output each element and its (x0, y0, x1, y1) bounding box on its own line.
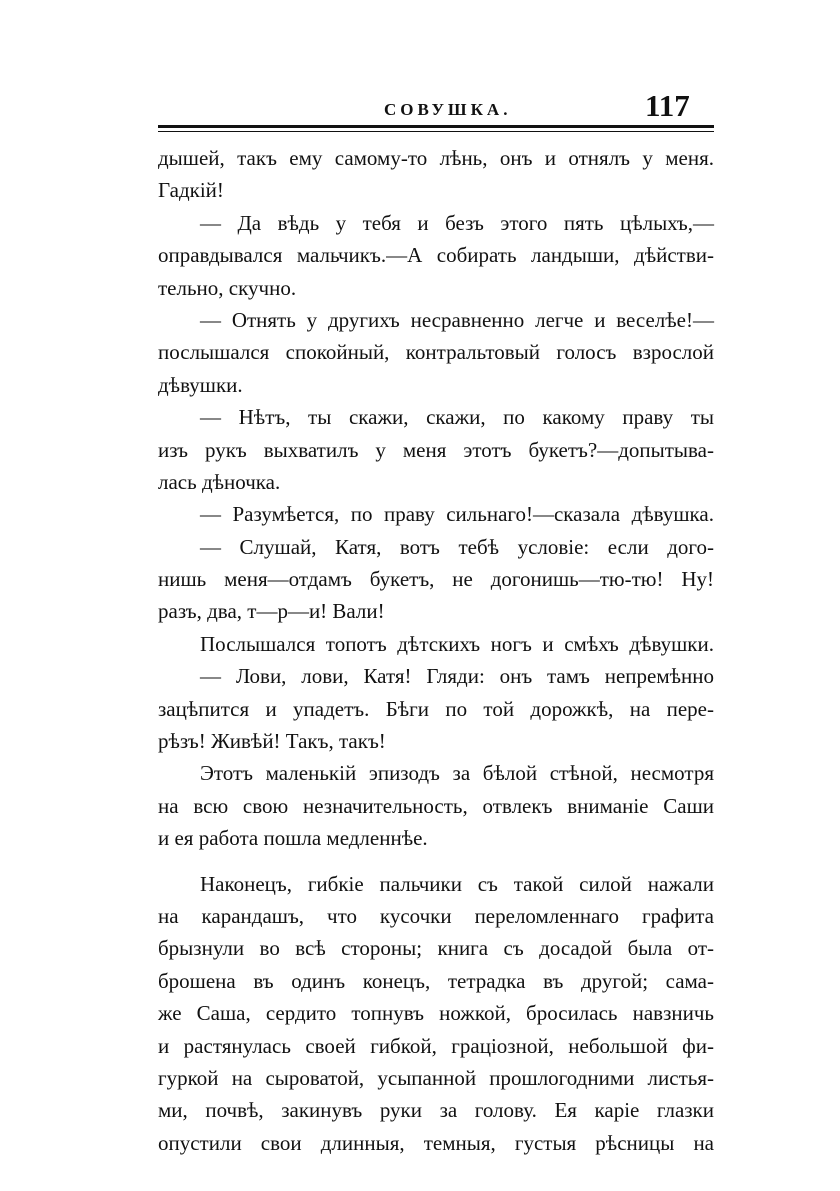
paragraph (158, 401, 714, 498)
text-line: — Отнять у другихъ несравненно легче и веселѣе!— (200, 307, 714, 332)
text-line: брызнули во всѣ стороны; книга съ досадой была от- (158, 936, 714, 961)
text-line: же Саша, сердито топнувъ ножкой, бросилась навзничь (158, 1001, 714, 1026)
paragraph (158, 660, 714, 757)
text-line: Этотъ маленькій эпизодъ за бѣлой стѣной, несмотря (200, 761, 714, 786)
text-line: зацѣпится и упадетъ. Бѣги по той дорожкѣ, на пере- (158, 696, 714, 721)
text-line: дышей, такъ ему самому-то лѣнь, онъ и отнялъ у меня. (158, 146, 714, 170)
text-line: послышался спокойный, контральтовый голосъ взрослой (158, 340, 714, 365)
paragraph (158, 757, 714, 854)
text-line: изъ рукъ выхватилъ у меня этотъ букетъ?—допытыва- (158, 437, 714, 462)
running-title: СОВУШКА. (384, 100, 512, 119)
text-line: на карандашъ, что кусочки переломленнаго графита (158, 903, 714, 928)
paragraph (158, 868, 714, 1160)
text-line: и ея работа пошла медленнѣе. (158, 826, 428, 851)
text-line: рѣзъ! Живѣй! Такъ, такъ! (158, 729, 386, 754)
text-line: нишь меня—отдамъ букетъ, не догонишь—тю-тю! Ну! (158, 567, 714, 592)
header-rule-thin (158, 131, 714, 132)
text-line: Послышался топотъ дѣтскихъ ногъ и смѣхъ дѣвушки. (200, 631, 714, 656)
paragraph (158, 142, 714, 207)
text-line: опустили свои длинныя, темныя, густыя рѣсницы на (158, 1130, 714, 1155)
text-line: Наконецъ, гибкіе пальчики съ такой силой нажали (200, 871, 714, 896)
paragraph (158, 531, 714, 628)
text-line: гуркой на сыроватой, усыпанной прошлогодними листья- (158, 1065, 714, 1090)
text-line: — Нѣтъ, ты скажи, скажи, по какому праву ты (200, 405, 714, 430)
body-text (158, 142, 714, 1159)
text-line: Гадкій! (158, 178, 224, 203)
text-line: лась дѣночка. (158, 469, 281, 494)
text-line: — Слушай, Катя, вотъ тебѣ условіе: если дого- (200, 534, 714, 559)
paragraph (158, 498, 714, 530)
text-line: тельно, скучно. (158, 275, 297, 300)
text-line: — Да вѣдь у тебя и безъ этого пять цѣлыхъ,— (200, 210, 714, 235)
paragraph (158, 207, 714, 304)
paragraph-gap (158, 855, 714, 868)
paragraph (158, 628, 714, 660)
text-line: разъ, два, т—р—и! Вали! (158, 599, 385, 624)
text-line: — Разумѣется, по праву сильнаго!—сказала дѣвушка. (200, 502, 714, 527)
text-line: дѣвушки. (158, 372, 243, 397)
paragraph (158, 304, 714, 401)
text-line: оправдывался мальчикъ.—А собирать ландыши, дѣйстви- (158, 243, 714, 268)
text-line: на всю свою незначительность, отвлекъ вниманіе Саши (158, 793, 714, 818)
text-line: — Лови, лови, Катя! Гляди: онъ тамъ непремѣнно (200, 664, 714, 689)
page-number: 117 (645, 88, 690, 123)
text-line: брошена въ одинъ конецъ, тетрадка въ другой; сама- (158, 968, 714, 993)
text-line: и растянулась своей гибкой, граціозной, небольшой фи- (158, 1033, 714, 1058)
text-line: ми, почвѣ, закинувъ руки за голову. Ея каріе глазки (158, 1098, 714, 1123)
header-rule-thick (158, 125, 714, 128)
